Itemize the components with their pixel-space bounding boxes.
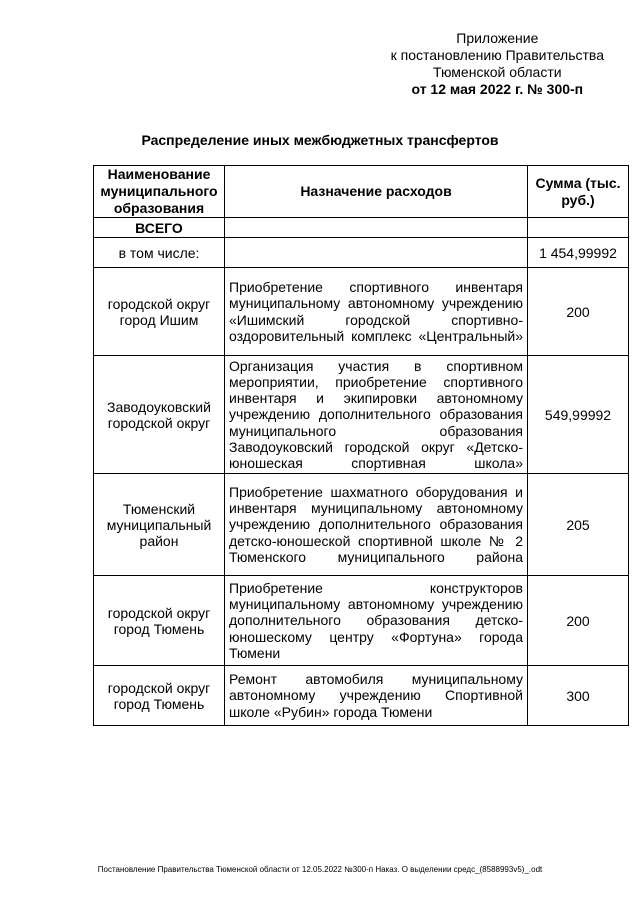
table-row [94,356,629,474]
appendix-line-4: от 12 мая 2022 г. № 300-п [411,81,584,97]
row-amount: 300 [528,666,629,726]
row-amount: 205 [528,474,629,576]
row-municipality: городской округ город Тюмень [94,576,225,666]
total-row [94,218,629,238]
including-purpose-empty [225,238,528,268]
total-label: ВСЕГО [94,218,225,238]
total-purpose-empty [225,218,528,238]
table-row [94,268,629,356]
appendix-line-2: к постановлению Правительства [390,47,604,63]
header-municipality: Наименование муниципального образования [94,166,225,218]
row-amount: 200 [528,576,629,666]
table-row [94,666,629,726]
header-amount: Сумма (тыс. руб.) [528,166,629,218]
table-row [94,576,629,666]
including-amount: 1 454,99992 [528,238,629,268]
row-purpose: Приобретение шахматного оборудования и инвентаря муниципальному автономному учреждению дополнительного образования детско-юношеской спортивной школе № 2 Тюменского муниципального района [225,474,528,576]
document-title: Распределение иных межбюджетных трансфертов [141,132,499,148]
table-row [94,474,629,576]
header-purpose: Назначение расходов [225,166,528,218]
row-amount: 200 [528,268,629,356]
total-amount-empty [528,218,629,238]
appendix-line-1: Приложение [456,30,539,46]
row-purpose: Ремонт автомобиля муниципальному автономному учреждению Спортивной школе «Рубин» города Тюмени [225,666,528,726]
table-header-row [94,166,629,218]
including-row [94,238,629,268]
row-purpose: Приобретение конструкторов муниципальному автономному учреждению дополнительного образования детско-юношескому центру «Фортуна» города Тюмени [225,576,528,666]
appendix-block [391,30,604,98]
document-footer: Постановление Правительства Тюменской области от 12.05.2022 №300-п Наказ. О выделении средс_(8588993v5)_.odt [97,865,543,874]
transfers-table [93,165,629,726]
including-label: в том числе: [94,238,225,268]
row-amount: 549,99992 [528,356,629,474]
row-municipality: Заводоуковский городской округ [94,356,225,474]
appendix-line-3: Тюменской области [433,64,562,80]
row-municipality: городской округ город Ишим [94,268,225,356]
row-municipality: городской округ город Тюмень [94,666,225,726]
row-purpose: Организация участия в спортивном мероприятии, приобретение спортивного инвентаря и экипировки автономному учреждению дополнительного образования муниципального образования Заводоуковский городской округ «Детско-юношеская спортивная школа» [225,356,528,474]
row-municipality: Тюменский муниципальный район [94,474,225,576]
row-purpose: Приобретение спортивного инвентаря муниципальному автономному учреждению «Ишимский городской спортивно-оздоровительный комплекс «Центральный» [225,268,528,356]
